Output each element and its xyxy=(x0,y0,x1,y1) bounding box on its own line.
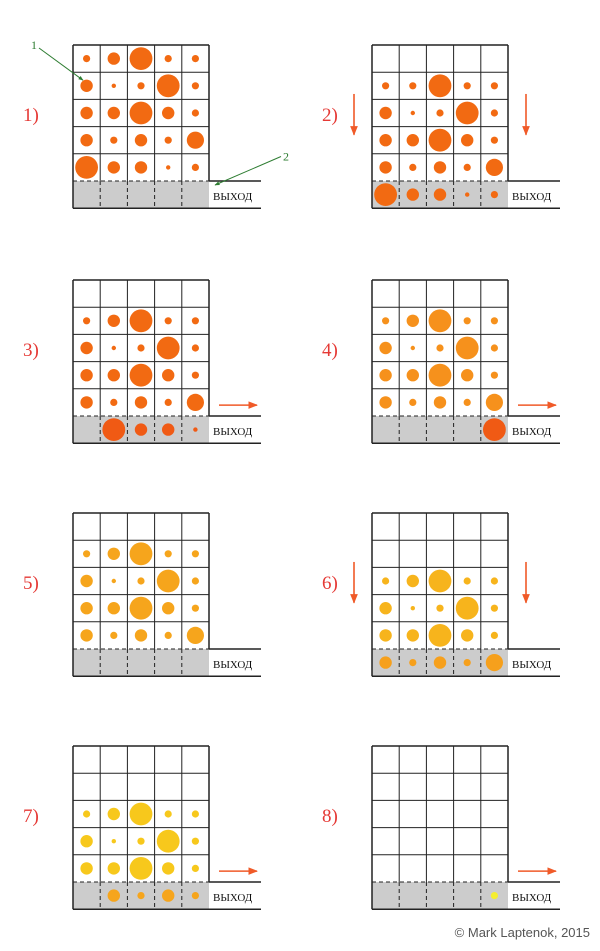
item-circle xyxy=(80,369,92,381)
item-circle xyxy=(379,342,391,354)
item-circle xyxy=(80,342,92,354)
exit-circle xyxy=(483,418,506,441)
item-circle xyxy=(411,606,415,610)
item-circle xyxy=(464,82,471,89)
item-circle xyxy=(137,344,144,351)
item-circle xyxy=(192,372,199,379)
exit-circle xyxy=(108,889,120,901)
exit-circle xyxy=(137,892,144,899)
item-circle xyxy=(137,838,144,845)
item-circle xyxy=(486,394,503,411)
item-circle xyxy=(135,629,147,641)
item-circle xyxy=(407,575,419,587)
exit-label: ВЫХОД xyxy=(213,426,253,438)
item-circle xyxy=(411,346,415,350)
item-circle xyxy=(187,627,204,644)
item-circle xyxy=(461,134,473,146)
item-circle xyxy=(192,577,199,584)
panel-5 xyxy=(23,513,261,676)
item-circle xyxy=(110,399,117,406)
item-circle xyxy=(407,315,419,327)
item-circle xyxy=(83,810,90,817)
callout-1-leader xyxy=(39,48,83,80)
item-circle xyxy=(429,129,452,152)
exit-zone xyxy=(73,181,209,208)
item-circle xyxy=(108,315,120,327)
item-circle xyxy=(491,137,498,144)
exit-label: ВЫХОД xyxy=(512,191,552,203)
exit-label: ВЫХОД xyxy=(213,191,253,203)
item-circle xyxy=(382,82,389,89)
panel-1 xyxy=(23,38,289,208)
item-circle xyxy=(162,862,174,874)
item-circle xyxy=(165,399,172,406)
item-circle xyxy=(80,80,92,92)
item-circle xyxy=(192,550,199,557)
item-circle xyxy=(192,164,199,171)
step-number: 8) xyxy=(322,806,338,828)
exit-circle xyxy=(491,892,498,899)
item-circle xyxy=(130,597,153,620)
step-number: 7) xyxy=(23,806,39,828)
item-circle xyxy=(130,102,153,125)
exit-circle xyxy=(464,659,471,666)
item-circle xyxy=(491,577,498,584)
item-circle xyxy=(429,309,452,332)
exit-label: ВЫХОД xyxy=(213,892,253,904)
panel-4 xyxy=(322,280,560,443)
item-circle xyxy=(135,161,147,173)
exit-zone xyxy=(73,649,209,676)
item-circle xyxy=(464,577,471,584)
item-circle xyxy=(135,396,147,408)
item-circle xyxy=(434,161,446,173)
item-circle xyxy=(192,344,199,351)
item-circle xyxy=(409,399,416,406)
item-circle xyxy=(464,317,471,324)
exit-circle xyxy=(407,188,419,200)
item-circle xyxy=(108,862,120,874)
item-circle xyxy=(456,337,479,360)
item-circle xyxy=(429,364,452,387)
item-circle xyxy=(491,372,498,379)
callout-1-label: 1 xyxy=(31,38,37,52)
item-circle xyxy=(110,137,117,144)
item-circle xyxy=(407,134,419,146)
item-circle xyxy=(83,55,90,62)
item-circle xyxy=(491,317,498,324)
callout-2-label: 2 xyxy=(283,149,289,164)
item-circle xyxy=(379,396,391,408)
exit-label: ВЫХОД xyxy=(512,892,552,904)
item-circle xyxy=(108,602,120,614)
exit-circle xyxy=(379,656,391,668)
item-circle xyxy=(192,810,199,817)
item-circle xyxy=(83,317,90,324)
panels-group xyxy=(23,38,560,909)
exit-zone xyxy=(372,882,508,909)
copyright-text: © Mark Laptenok, 2015 xyxy=(454,925,590,940)
item-circle xyxy=(187,132,204,149)
step-number: 6) xyxy=(322,573,338,595)
item-circle xyxy=(157,74,180,97)
item-circle xyxy=(80,629,92,641)
exit-circle xyxy=(491,191,498,198)
exit-circle xyxy=(162,889,174,901)
item-circle xyxy=(80,835,92,847)
item-circle xyxy=(491,109,498,116)
item-circle xyxy=(135,134,147,146)
item-circle xyxy=(382,577,389,584)
exit-label: ВЫХОД xyxy=(512,426,552,438)
item-circle xyxy=(75,156,98,179)
item-circle xyxy=(112,579,116,583)
item-circle xyxy=(166,165,170,169)
item-circle xyxy=(112,346,116,350)
item-circle xyxy=(108,107,120,119)
item-circle xyxy=(137,82,144,89)
exit-circle xyxy=(102,418,125,441)
item-circle xyxy=(456,102,479,125)
item-circle xyxy=(157,830,180,853)
item-circle xyxy=(409,164,416,171)
item-circle xyxy=(112,839,116,843)
item-circle xyxy=(112,84,116,88)
item-circle xyxy=(130,803,153,826)
item-circle xyxy=(108,52,120,64)
step-number: 4) xyxy=(322,340,338,362)
item-circle xyxy=(162,602,174,614)
item-circle xyxy=(130,542,153,565)
item-circle xyxy=(80,862,92,874)
item-circle xyxy=(165,137,172,144)
item-circle xyxy=(436,605,443,612)
item-circle xyxy=(382,317,389,324)
item-circle xyxy=(157,337,180,360)
item-circle xyxy=(491,82,498,89)
item-circle xyxy=(429,74,452,97)
item-circle xyxy=(379,602,391,614)
item-circle xyxy=(192,605,199,612)
item-circle xyxy=(407,369,419,381)
item-circle xyxy=(192,865,199,872)
exit-circle xyxy=(135,423,147,435)
item-circle xyxy=(80,107,92,119)
item-circle xyxy=(407,629,419,641)
item-circle xyxy=(461,629,473,641)
exit-circle xyxy=(465,192,469,196)
item-circle xyxy=(108,369,120,381)
item-circle xyxy=(411,111,415,115)
item-circle xyxy=(165,317,172,324)
item-circle xyxy=(80,396,92,408)
exit-circle xyxy=(192,892,199,899)
step-number: 3) xyxy=(23,340,39,362)
item-circle xyxy=(436,109,443,116)
item-circle xyxy=(130,857,153,880)
item-circle xyxy=(165,550,172,557)
exit-circle xyxy=(409,659,416,666)
panel-7 xyxy=(23,746,261,909)
item-circle xyxy=(108,808,120,820)
exit-circle xyxy=(162,423,174,435)
item-circle xyxy=(434,396,446,408)
item-circle xyxy=(379,161,391,173)
item-circle xyxy=(192,55,199,62)
step-number: 2) xyxy=(322,105,338,127)
item-circle xyxy=(187,394,204,411)
item-circle xyxy=(491,605,498,612)
item-circle xyxy=(192,109,199,116)
panel-2 xyxy=(322,45,560,208)
exit-circle xyxy=(434,188,446,200)
item-circle xyxy=(130,309,153,332)
item-circle xyxy=(83,550,90,557)
item-circle xyxy=(80,575,92,587)
item-circle xyxy=(108,548,120,560)
item-circle xyxy=(429,624,452,647)
item-circle xyxy=(137,577,144,584)
item-circle xyxy=(456,597,479,620)
item-circle xyxy=(192,317,199,324)
item-circle xyxy=(192,82,199,89)
exit-circle xyxy=(486,654,503,671)
panel-6 xyxy=(322,513,560,676)
item-circle xyxy=(429,570,452,593)
item-circle xyxy=(486,159,503,176)
item-circle xyxy=(130,47,153,70)
panel-3 xyxy=(23,280,261,443)
item-circle xyxy=(491,632,498,639)
panel-8 xyxy=(322,746,560,909)
item-circle xyxy=(80,134,92,146)
item-circle xyxy=(461,369,473,381)
item-circle xyxy=(162,369,174,381)
item-circle xyxy=(165,632,172,639)
step-number: 5) xyxy=(23,573,39,595)
item-circle xyxy=(80,602,92,614)
item-circle xyxy=(165,810,172,817)
exit-circle xyxy=(434,656,446,668)
item-circle xyxy=(436,344,443,351)
item-circle xyxy=(409,82,416,89)
step-number: 1) xyxy=(23,105,39,127)
item-circle xyxy=(464,164,471,171)
item-circle xyxy=(379,134,391,146)
exit-label: ВЫХОД xyxy=(512,659,552,671)
item-circle xyxy=(491,344,498,351)
exit-circle xyxy=(193,427,197,431)
item-circle xyxy=(192,838,199,845)
item-circle xyxy=(130,364,153,387)
item-circle xyxy=(464,399,471,406)
item-circle xyxy=(162,107,174,119)
exit-label: ВЫХОД xyxy=(213,659,253,671)
item-circle xyxy=(165,55,172,62)
item-circle xyxy=(379,369,391,381)
item-circle xyxy=(157,570,180,593)
item-circle xyxy=(379,629,391,641)
item-circle xyxy=(379,107,391,119)
exit-circle xyxy=(374,183,397,206)
item-circle xyxy=(110,632,117,639)
item-circle xyxy=(108,161,120,173)
